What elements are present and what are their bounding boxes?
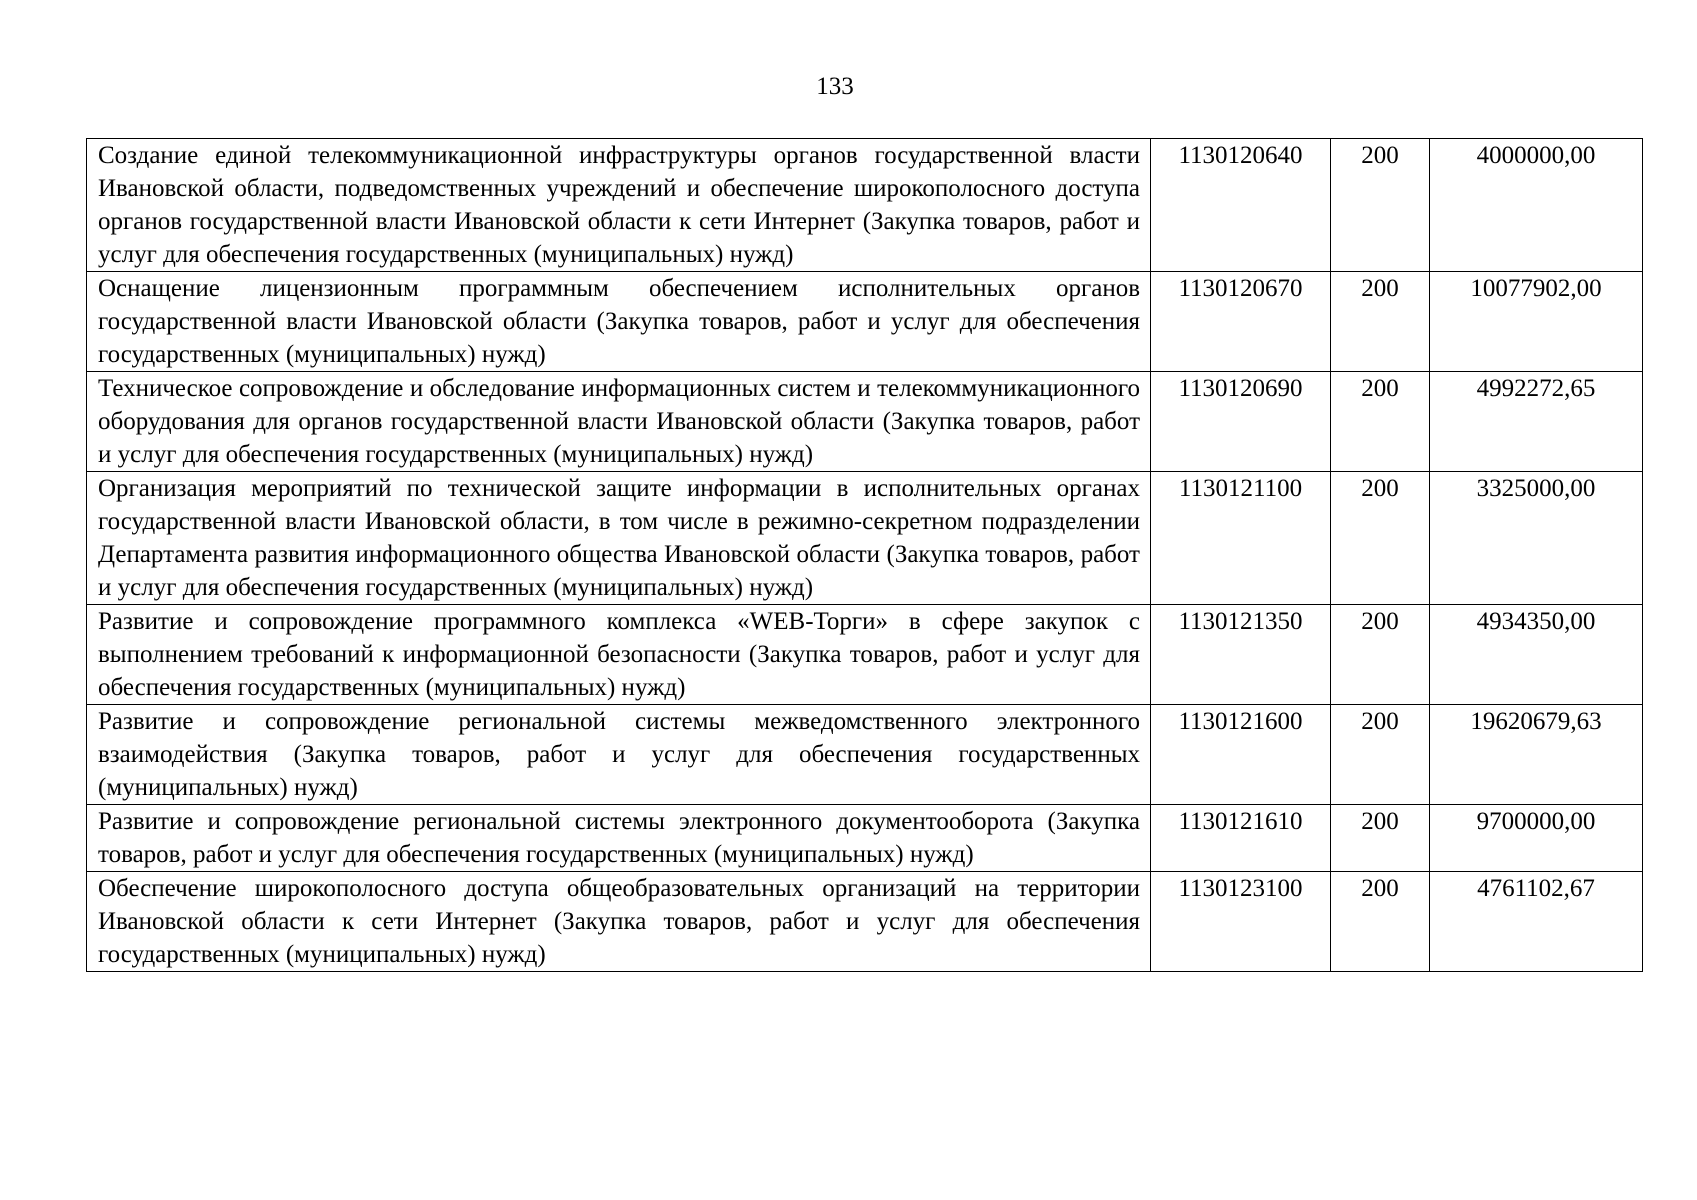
row-code: 1130120690 [1151,372,1331,472]
table-row [87,272,1643,372]
row-expense-type: 200 [1331,705,1430,805]
row-amount: 9700000,00 [1430,805,1643,872]
row-amount: 4000000,00 [1430,139,1643,272]
table-row [87,139,1643,272]
row-expense-type: 200 [1331,805,1430,872]
row-expense-type: 200 [1331,372,1430,472]
row-amount: 10077902,00 [1430,272,1643,372]
row-amount: 4992272,65 [1430,372,1643,472]
row-amount: 3325000,00 [1430,472,1643,605]
row-amount: 4934350,00 [1430,605,1643,705]
table-row [87,705,1643,805]
row-expense-type: 200 [1331,272,1430,372]
row-description: Оснащение лицензионным программным обеспечением исполнительных органов государственной власти Ивановской области (Закупка товаров, работ и услуг для обеспечения государственных (муниципальных) нужд) [87,272,1151,372]
table-row [87,872,1643,972]
row-description: Развитие и сопровождение региональной системы электронного документооборота (Закупка товаров, работ и услуг для обеспечения государственных (муниципальных) нужд) [87,805,1151,872]
row-description: Техническое сопровождение и обследование информационных систем и телекоммуникационного оборудования для органов государственной власти Ивановской области (Закупка товаров, работ и услуг для обеспечения государственных (муниципальных) нужд) [87,372,1151,472]
row-amount: 4761102,67 [1430,872,1643,972]
row-code: 1130121600 [1151,705,1331,805]
table-row [87,372,1643,472]
row-expense-type: 200 [1331,472,1430,605]
row-expense-type: 200 [1331,605,1430,705]
row-code: 1130121350 [1151,605,1331,705]
budget-table [86,138,1643,972]
row-code: 1130121610 [1151,805,1331,872]
row-code: 1130120670 [1151,272,1331,372]
page-number: 133 [816,73,854,100]
row-amount: 19620679,63 [1430,705,1643,805]
row-expense-type: 200 [1331,872,1430,972]
row-code: 1130123100 [1151,872,1331,972]
row-description: Развитие и сопровождение программного комплекса «WEB-Торги» в сфере закупок с выполнением требований к информационной безопасности (Закупка товаров, работ и услуг для обеспечения государственных (муниципальных) нужд) [87,605,1151,705]
row-description: Создание единой телекоммуникационной инфраструктуры органов государственной власти Ивановской области, подведомственных учреждений и обеспечение широкополосного доступа органов государственной власти Ивановской области к сети Интернет (Закупка товаров, работ и услуг для обеспечения государственных (муниципальных) нужд) [87,139,1151,272]
table-row [87,472,1643,605]
row-code: 1130121100 [1151,472,1331,605]
row-expense-type: 200 [1331,139,1430,272]
row-description: Развитие и сопровождение региональной системы межведомственного электронного взаимодействия (Закупка товаров, работ и услуг для обеспечения государственных (муниципальных) нужд) [87,705,1151,805]
row-description: Обеспечение широкополосного доступа общеобразовательных организаций на территории Ивановской области к сети Интернет (Закупка товаров, работ и услуг для обеспечения государственных (муниципальных) нужд) [87,872,1151,972]
table-row [87,805,1643,872]
row-description: Организация мероприятий по технической защите информации в исполнительных органах государственной власти Ивановской области, в том числе в режимно-секретном подразделении Департамента развития информационного общества Ивановской области (Закупка товаров, работ и услуг для обеспечения государственных (муниципальных) нужд) [87,472,1151,605]
row-code: 1130120640 [1151,139,1331,272]
table-row [87,605,1643,705]
